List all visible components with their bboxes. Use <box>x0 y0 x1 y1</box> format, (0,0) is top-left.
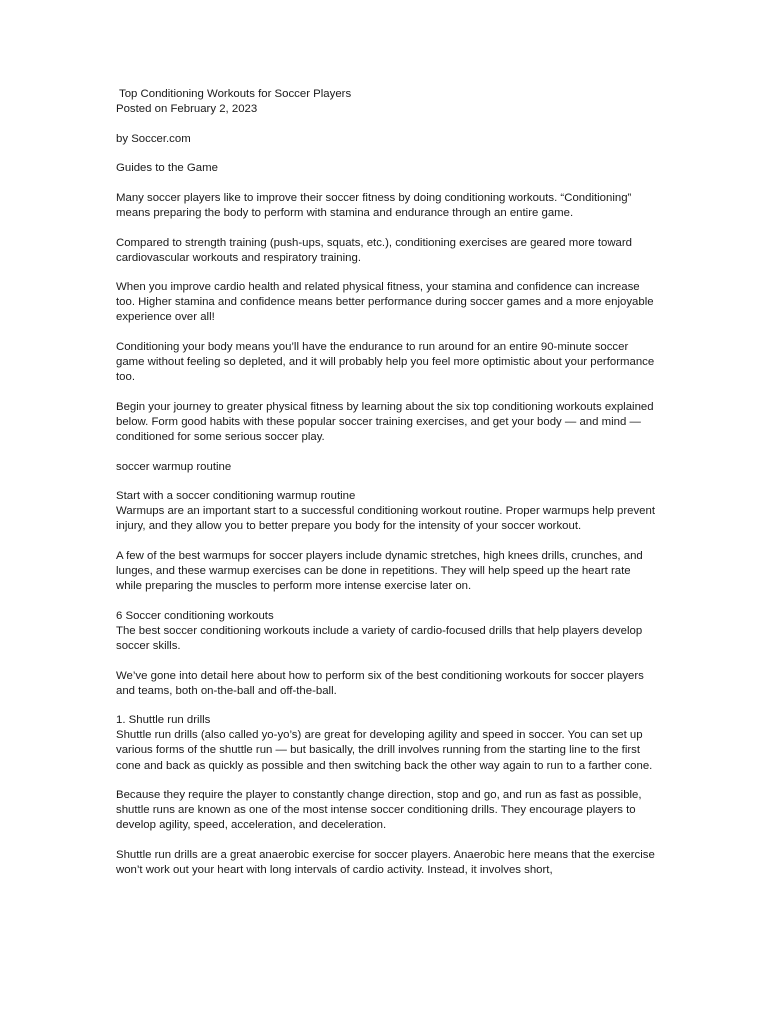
workouts-heading: 6 Soccer conditioning workouts <box>116 609 274 622</box>
shuttle-paragraph-1: Shuttle run drills (also called yo-yo’s) are great for developing agility and speed in soccer. You can set up various forms of the shuttle run — but basically, the drill involves running from the starting line to the first cone and back as quickly as possible and then switching back the other way again to run to a farther cone. <box>116 729 653 772</box>
article-header <box>116 87 656 117</box>
category: Guides to the Game <box>116 162 218 175</box>
warmup-paragraph-2: A few of the best warmups for soccer players include dynamic stretches, high knees drills, crunches, and lunges, and these warmup exercises can be done in repetitions. They will help speed up the heart rate while preparing the muscles to perform more intense exercise later on. <box>116 549 643 593</box>
intro-paragraph-4: Conditioning your body means you’ll have the endurance to run around for an entire 90-minute soccer game without feeling so depleted, and it will probably help you feel more optimistic about your performance too. <box>116 341 655 384</box>
workouts-section <box>116 609 656 654</box>
image-caption: soccer warmup routine <box>116 460 232 473</box>
warmup-heading: Start with a soccer conditioning warmup routine <box>116 490 356 503</box>
warmup-paragraph-1: Warmups are an important start to a successful conditioning workout routine. Proper warmups help prevent injury, and they allow you to better prepare you body for the intensity of your soccer workout. <box>116 505 655 533</box>
shuttle-paragraph-2: Because they require the player to constantly change direction, stop and go, and run as fast as possible, shuttle runs are known as one of the most intense soccer conditioning drills. They encourage players to develop agility, speed, acceleration, and deceleration. <box>116 789 642 832</box>
intro-paragraph-2: Compared to strength training (push-ups, squats, etc.), conditioning exercises are geared more toward cardiovascular workouts and respiratory training. <box>116 236 633 264</box>
warmup-section <box>116 489 656 534</box>
byline: by Soccer.com <box>116 132 191 145</box>
intro-paragraph-5: Begin your journey to greater physical fitness by learning about the six top conditioning workouts explained below. Form good habits with these popular soccer training exercises, and get your body — and mind — conditioned for some serious soccer play. <box>116 400 654 443</box>
intro-paragraph-1: Many soccer players like to improve their soccer fitness by doing conditioning workouts. “Conditioning” means preparing the body to perform with stamina and endurance through an entire game. <box>116 191 632 219</box>
post-date: Posted on February 2, 2023 <box>116 103 258 116</box>
document-page <box>116 87 656 893</box>
workouts-paragraph-1: The best soccer conditioning workouts include a variety of cardio-focused drills that help players develop soccer skills. <box>116 624 643 652</box>
shuttle-heading: 1. Shuttle run drills <box>116 714 211 727</box>
intro-paragraph-3: When you improve cardio health and related physical fitness, your stamina and confidence can increase too. Higher stamina and confidence means better performance during soccer games and a more enjoyable experience over all! <box>116 281 654 324</box>
shuttle-section <box>116 713 656 773</box>
article-title: Top Conditioning Workouts for Soccer Players <box>119 88 352 100</box>
shuttle-paragraph-3: Shuttle run drills are a great anaerobic exercise for soccer players. Anaerobic here means that the exercise won’t work out your heart with long intervals of cardio activity. Instead, it involves short, <box>116 848 655 876</box>
workouts-paragraph-2: We’ve gone into detail here about how to perform six of the best conditioning workouts for soccer players and teams, both on-the-ball and off-the-ball. <box>116 669 644 697</box>
